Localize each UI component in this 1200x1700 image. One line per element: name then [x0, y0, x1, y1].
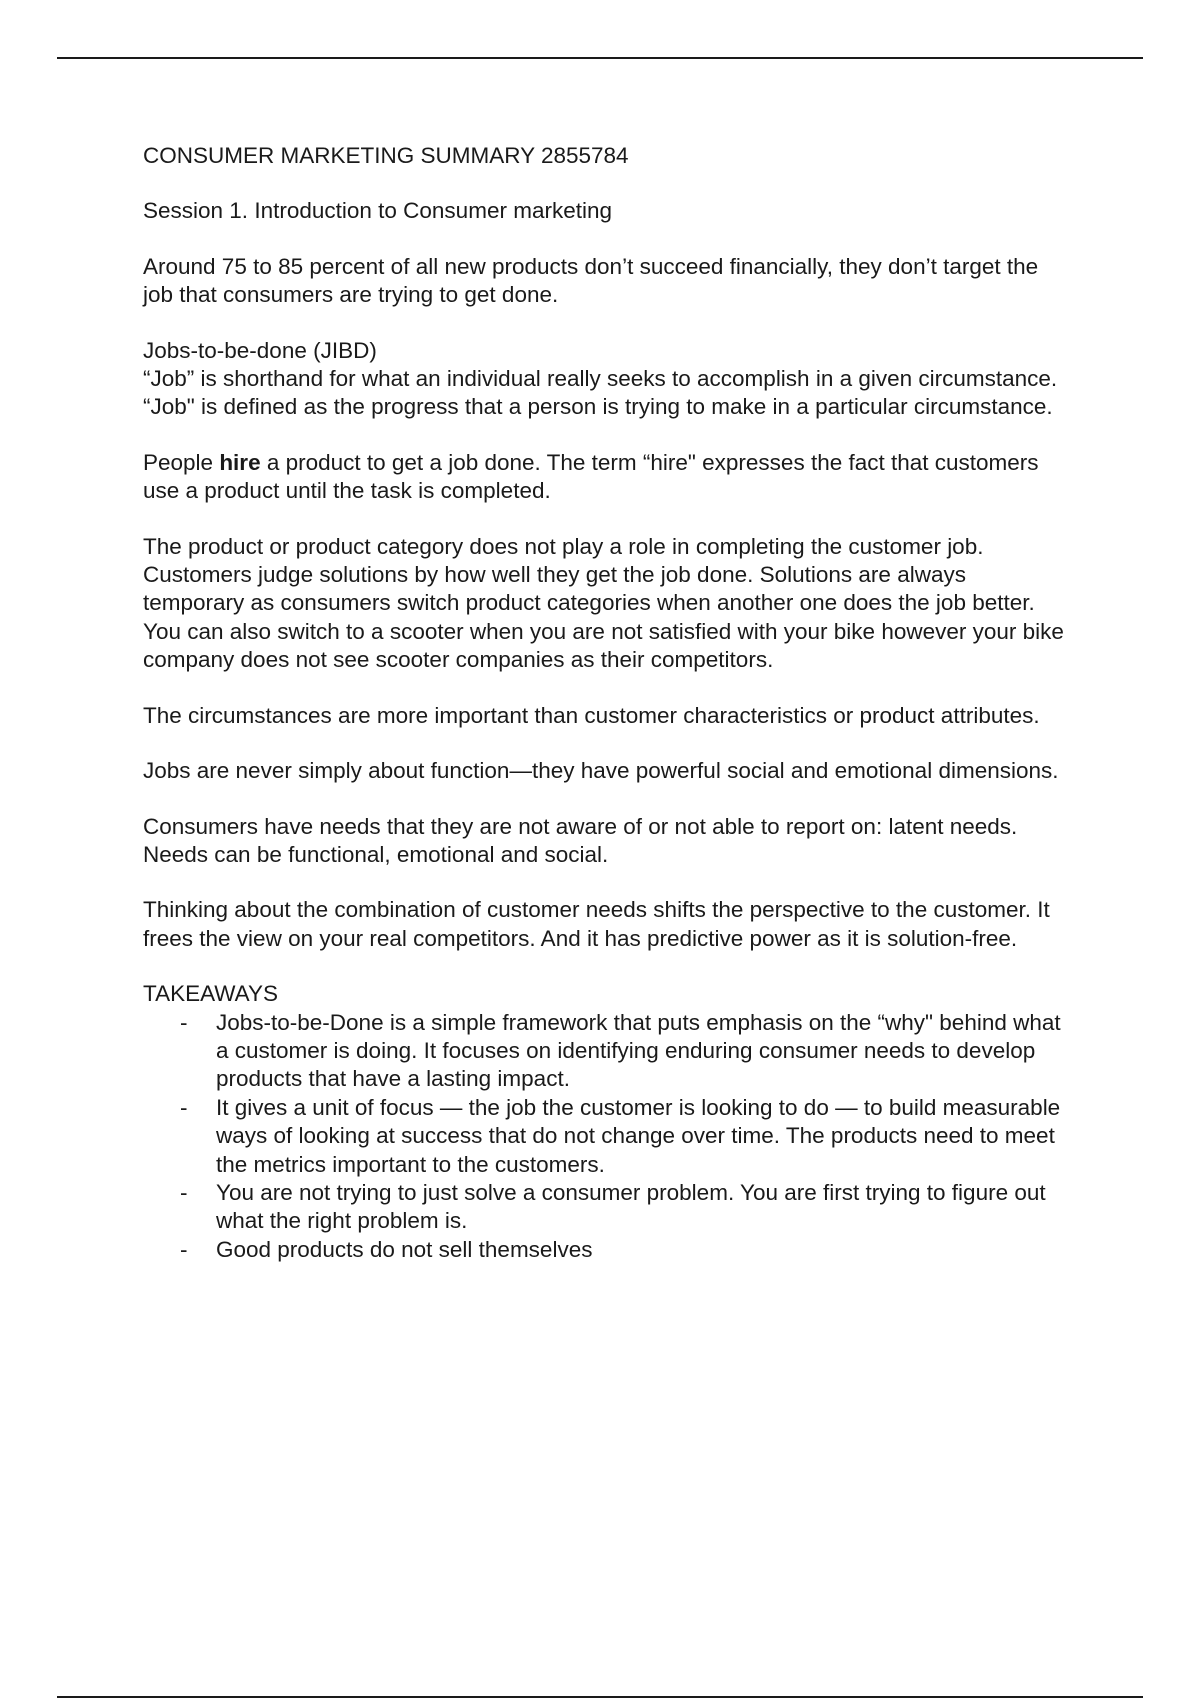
paragraph-category: The product or product category does not play a role in completing the customer job. Customers judge solutions by how well they get the job done. Solutions are always temporary as consumers switch product categories when another one does the job better. You can also switch to a scooter when you are not satisfied with your bike however your bike company does not see scooter companies as their competitors. [143, 533, 1064, 673]
takeaway-item [143, 1009, 1073, 1094]
takeaways-heading: TAKEAWAYS [143, 981, 279, 1007]
jtbd-heading: Jobs-to-be-done (JIBD) [143, 337, 377, 363]
session-heading: Session 1. Introduction to Consumer marketing [143, 198, 612, 224]
hire-bold: hire [219, 449, 261, 475]
takeaway-text: You are not trying to just solve a consumer problem. You are first trying to figure out what the right problem is. [216, 1179, 1046, 1234]
paragraph-hire [143, 449, 1073, 506]
paragraph-products: Around 75 to 85 percent of all new products don’t succeed financially, they don’t target the job that consumers are trying to get done. [143, 253, 1039, 308]
top-rule [57, 57, 1143, 59]
bullet-dash: - [180, 1009, 188, 1035]
bullet-dash: - [180, 1094, 188, 1120]
paragraph-circumstances: The circumstances are more important than customer characteristics or product attributes. [143, 702, 1040, 728]
takeaway-text: Jobs-to-be-Done is a simple framework that puts emphasis on the “why" behind what a customer is doing. It focuses on identifying enduring consumer needs to develop products that have a lasting impact. [216, 1009, 1061, 1092]
paragraph-needs: Consumers have needs that they are not aware of or not able to report on: latent needs. Needs can be functional, emotional and social. [143, 813, 1018, 867]
paragraph-combination: Thinking about the combination of customer needs shifts the perspective to the customer. It frees the view on your real competitors. And it has predictive power as it is solution-free. [143, 897, 1050, 951]
takeaway-item [143, 1094, 1073, 1179]
hire-before: People [143, 449, 220, 475]
jtbd-definition: “Job” is shorthand for what an individual really seeks to accomplish in a given circumstance. “Job" is defined as the progress that a person is trying to make in a particular circumstance. [143, 366, 1058, 420]
bottom-rule [57, 1696, 1143, 1698]
takeaway-text: It gives a unit of focus — the job the customer is looking to do — to build measurable ways of looking at success that do not change over time. The products need to meet the metrics important to the customers. [216, 1094, 1061, 1177]
paragraph-function: Jobs are never simply about function—they have powerful social and emotional dimensions. [143, 758, 1059, 784]
takeaway-item [143, 1236, 1073, 1264]
takeaway-item [143, 1179, 1073, 1236]
document-title: CONSUMER MARKETING SUMMARY 2855784 [143, 143, 629, 168]
takeaway-text: Good products do not sell themselves [216, 1236, 593, 1262]
bullet-dash: - [180, 1179, 188, 1205]
document-body [143, 142, 1073, 1264]
hire-after: a product to get a job done. The term “hire" expresses the fact that customers use a product until the task is completed. [143, 449, 1039, 504]
bullet-dash: - [180, 1236, 188, 1262]
takeaways-list [143, 1009, 1073, 1265]
